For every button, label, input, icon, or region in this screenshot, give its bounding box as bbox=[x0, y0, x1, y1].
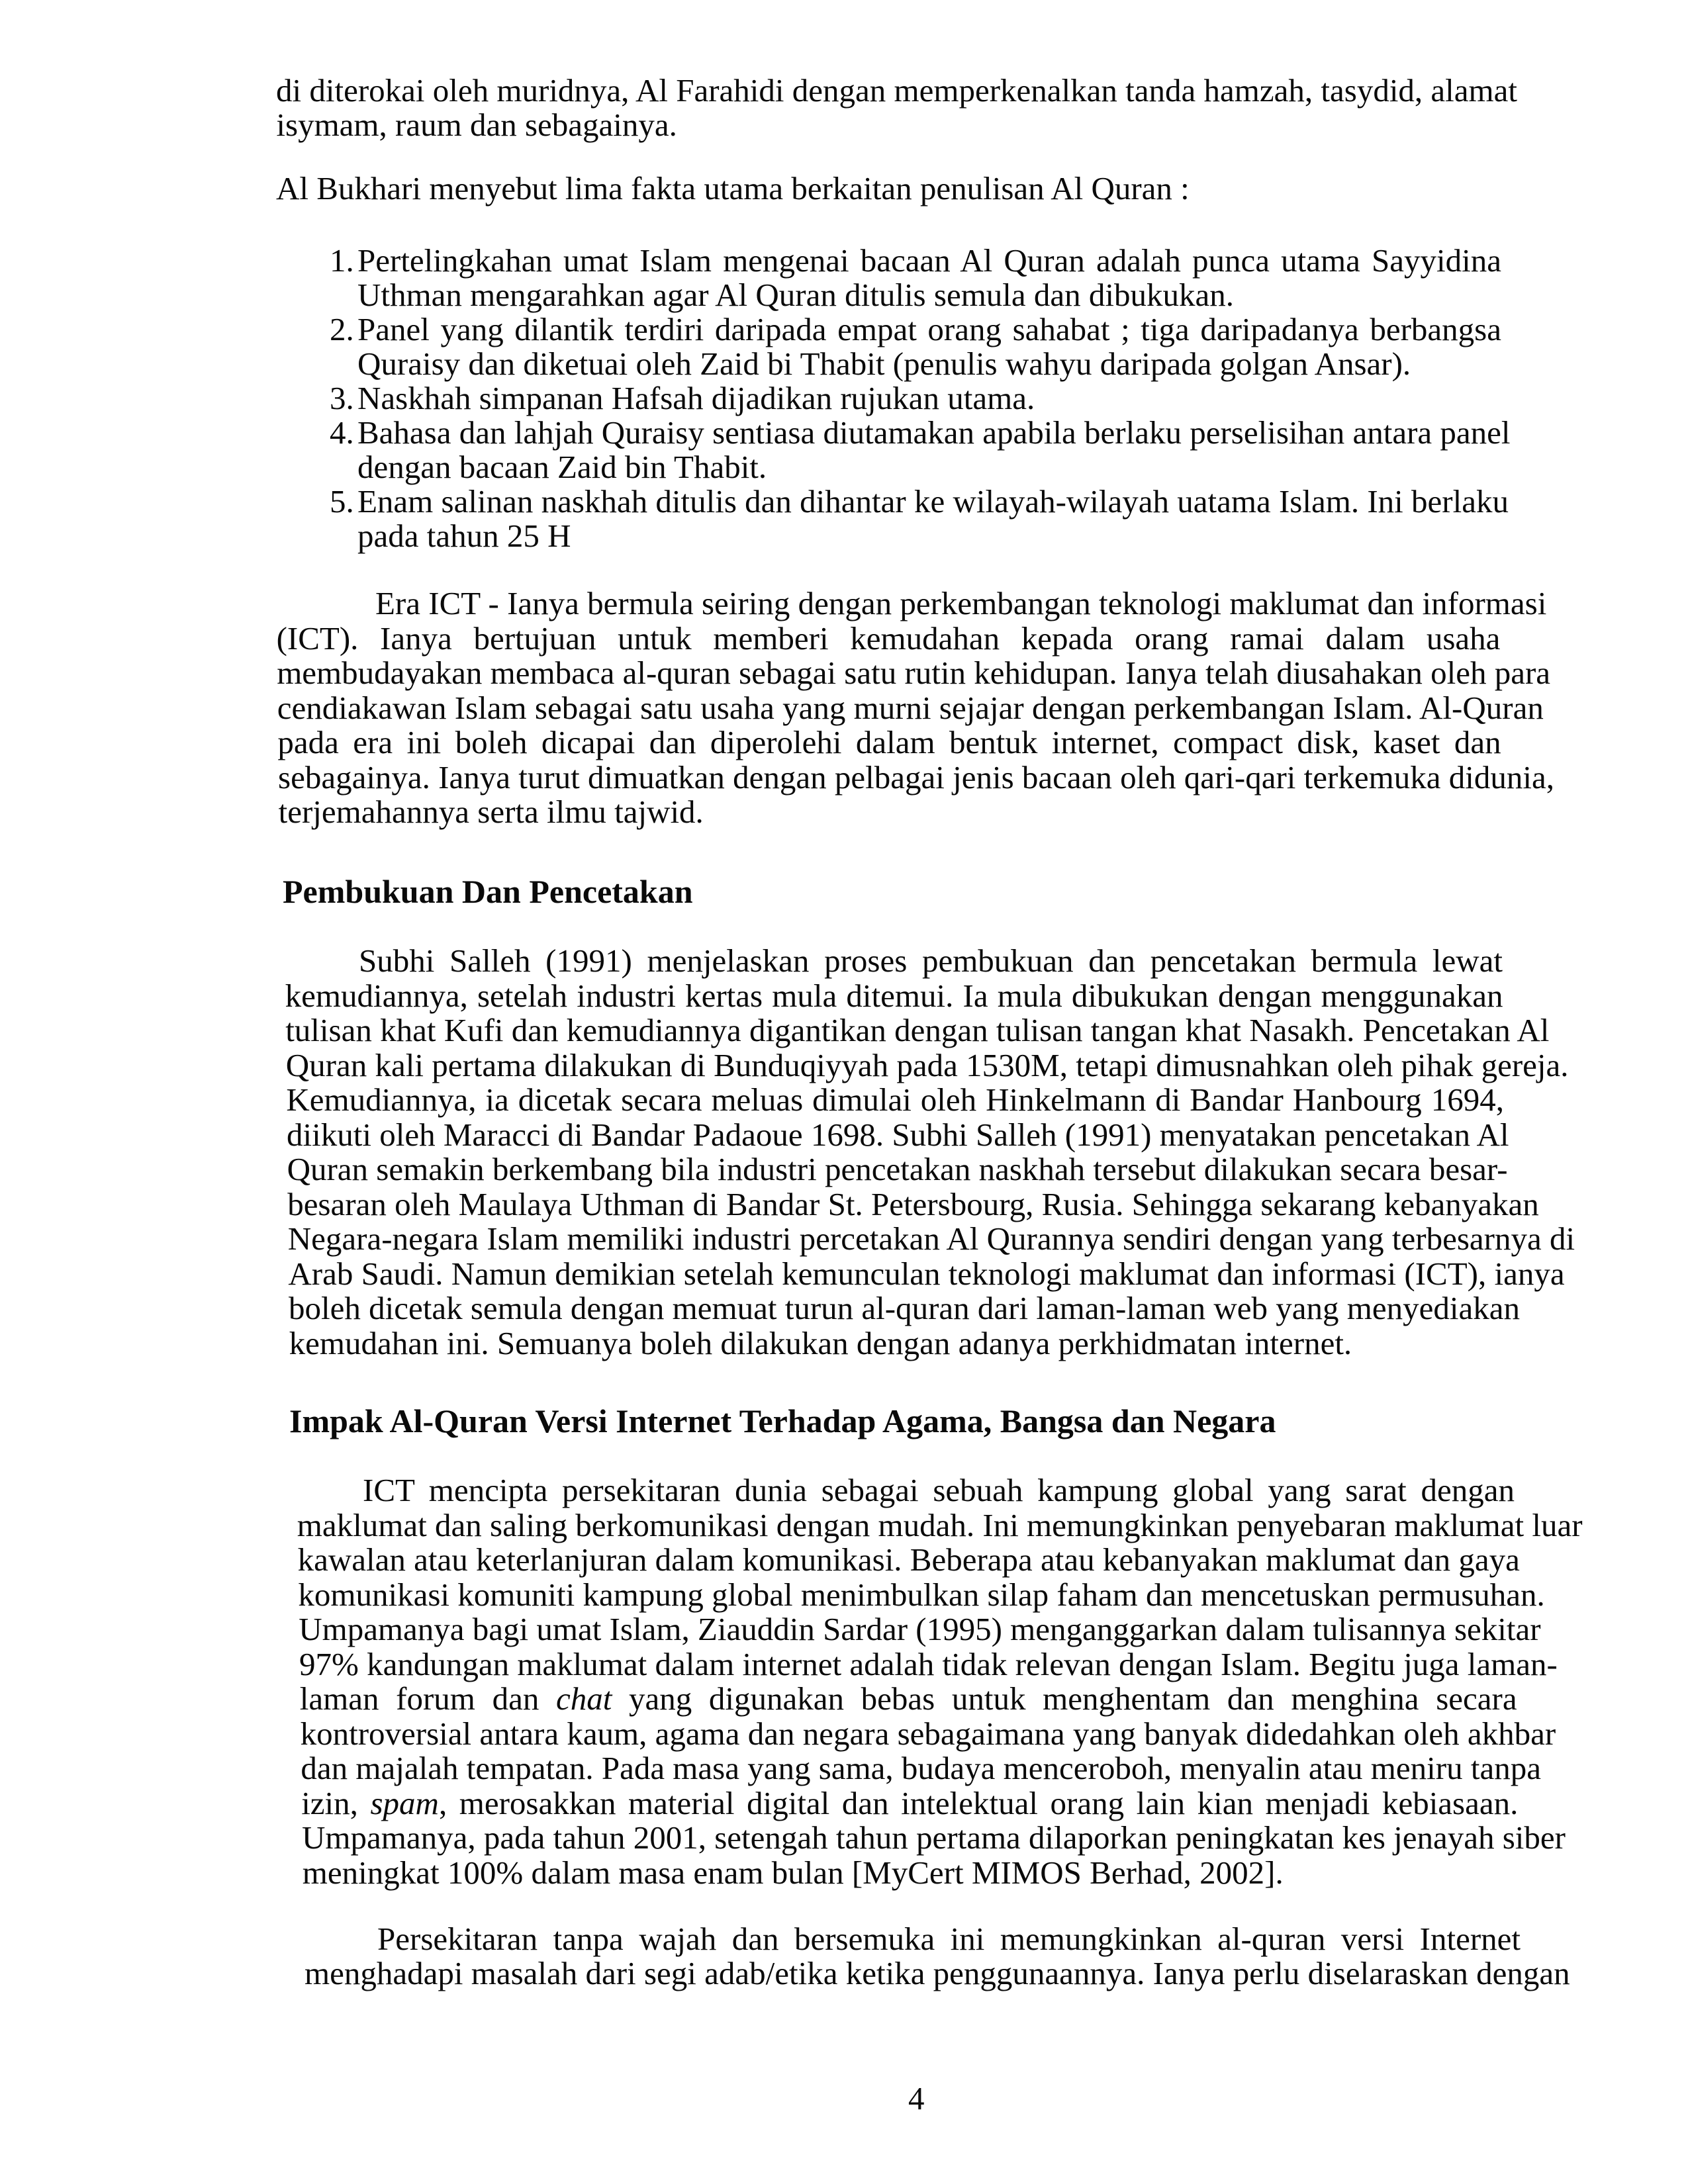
list-number: 1. bbox=[330, 242, 354, 279]
text-line: kemudahan ini. Semuanya boleh dilakukan dengan adanya perkhidmatan internet. bbox=[289, 1324, 1352, 1361]
text-line: isymam, raum dan sebagainya. bbox=[276, 107, 677, 143]
text-line: dan majalah tempatan. Pada masa yang sama, budaya menceroboh, menyalin atau meniru tanpa bbox=[301, 1750, 1541, 1786]
text-line: tulisan khat Kufi dan kemudiannya digantikan dengan tulisan tangan khat Nasakh. Pencetakan Al bbox=[285, 1012, 1550, 1048]
text-line: Panel yang dilantik terdiri daripada empat orang sahabat ; tiga daripadanya berbangsa bbox=[357, 311, 1501, 347]
text-line: Uthman mengarahkan agar Al Quran ditulis semula dan dibukukan. bbox=[357, 277, 1235, 313]
text-line: Bahasa dan lahjah Quraisy sentiasa diutamakan apabila berlaku perselisihan antara panel bbox=[357, 414, 1511, 451]
text-line: Enam salinan naskhah ditulis dan dihantar ke wilayah-wilayah uatama Islam. Ini berlaku bbox=[357, 483, 1509, 520]
text-line: komunikasi komuniti kampung global menimbulkan silap faham dan mencetuskan permusuhan. bbox=[298, 1576, 1545, 1613]
text-line bbox=[301, 1784, 1519, 1821]
text-line: membudayakan membaca al-quran sebagai satu rutin kehidupan. Ianya telah diusahakan oleh para bbox=[277, 655, 1551, 691]
italic-term: spam bbox=[370, 1784, 439, 1821]
text-line: pada tahun 25 H bbox=[357, 518, 571, 554]
text-line: Umpamanya bagi umat Islam, Ziauddin Sardar (1995) menganggarkan dalam tulisannya sekitar bbox=[299, 1611, 1541, 1647]
text-line: kontroversial antara kaum, agama dan negara sebagaimana yang banyak didedahkan oleh akhbar bbox=[300, 1715, 1556, 1752]
text-line: ICT mencipta persekitaran dunia sebagai sebuah kampung global yang sarat dengan bbox=[363, 1472, 1515, 1508]
list-number: 4. bbox=[330, 414, 354, 451]
text-line: cendiakawan Islam sebagai satu usaha yang murni sejajar dengan perkembangan Islam. Al-Quran bbox=[277, 689, 1544, 726]
text-line: 97% kandungan maklumat dalam internet adalah tidak relevan dengan Islam. Begitu juga laman- bbox=[299, 1645, 1558, 1682]
text-span: , merosakkan material digital dan intelektual orang lain kian menjadi kebiasaan. bbox=[438, 1784, 1519, 1821]
text-line: Persekitaran tanpa wajah dan bersemuka ini memungkinkan al-quran versi Internet bbox=[377, 1921, 1521, 1957]
text-line: Quran semakin berkembang bila industri pencetakan naskhah tersebut dilakukan secara besar- bbox=[287, 1151, 1508, 1187]
text-line: kawalan atau keterlanjuran dalam komunikasi. Beberapa atau kebanyakan maklumat dan gaya bbox=[297, 1541, 1520, 1578]
text-line: Era ICT - Ianya bermula seiring dengan perkembangan teknologi maklumat dan informasi bbox=[375, 585, 1547, 621]
italic-term: chat bbox=[555, 1680, 612, 1717]
text-line: Naskhah simpanan Hafsah dijadikan rujukan utama. bbox=[357, 380, 1035, 416]
text-line bbox=[300, 1682, 1517, 1715]
text-line: sebagainya. Ianya turut dimuatkan dengan pelbagai jenis bacaan oleh qari-qari terkemuka didunia, bbox=[278, 758, 1554, 796]
text-line: Quraisy dan diketuai oleh Zaid bi Thabit (penulis wahyu daripada golgan Ansar). bbox=[357, 345, 1411, 382]
text-line: meningkat 100% dalam masa enam bulan [MyCert MIMOS Berhad, 2002]. bbox=[302, 1854, 1284, 1891]
text-line: Arab Saudi. Namun demikian setelah kemunculan teknologi maklumat dan informasi (ICT), ianya bbox=[288, 1255, 1565, 1292]
list-number: 2. bbox=[330, 311, 354, 347]
section-heading-pembukuan: Pembukuan Dan Pencetakan bbox=[283, 873, 693, 910]
text-line: diikuti oleh Maracci di Bandar Padaoue 1698. Subhi Salleh (1991) menyatakan pencetakan Al bbox=[287, 1116, 1509, 1153]
text-line: Quran kali pertama dilakukan di Bunduqiyyah pada 1530M, tetapi dimusnahkan oleh pihak gereja. bbox=[285, 1046, 1569, 1083]
text-line: Kemudiannya, ia dicetak secara meluas dimulai oleh Hinkelmann di Bandar Hanbourg 1694, bbox=[286, 1081, 1504, 1118]
text-line: Subhi Salleh (1991) menjelaskan proses pembukuan dan pencetakan bermula lewat bbox=[359, 942, 1503, 979]
text-line: boleh dicetak semula dengan memuat turun al-quran dari laman-laman web yang menyediakan bbox=[289, 1290, 1520, 1326]
text-line: kemudiannya, setelah industri kertas mula ditemui. Ia mula dibukukan dengan menggunakan bbox=[285, 977, 1503, 1014]
page-number: 4 bbox=[908, 2080, 925, 2116]
text-line: maklumat dan saling berkomunikasi dengan mudah. Ini memungkinkan penyebaran maklumat luar bbox=[297, 1506, 1583, 1543]
text-line: di diterokai oleh muridnya, Al Farahidi dengan memperkenalkan tanda hamzah, tasydid, alamat bbox=[276, 72, 1518, 109]
text-span: laman forum dan bbox=[299, 1680, 556, 1717]
text-span: yang digunakan bebas untuk menghentam dan menghina secara bbox=[612, 1680, 1517, 1717]
text-line: Negara-negara Islam memiliki industri percetakan Al Qurannya sendiri dengan yang terbesarnya di bbox=[287, 1220, 1575, 1257]
text-span: izin, bbox=[301, 1784, 371, 1821]
text-line: besaran oleh Maulaya Uthman di Bandar St. Petersbourg, Rusia. Sehingga sekarang kebanyakan bbox=[287, 1185, 1539, 1222]
list-number: 3. bbox=[330, 380, 354, 416]
list-number: 5. bbox=[330, 483, 354, 520]
text-line: Pertelingkahan umat Islam mengenai bacaan Al Quran adalah punca utama Sayyidina bbox=[357, 242, 1501, 279]
text-line: pada era ini boleh dicapai dan diperolehi dalam bentuk internet, compact disk, kaset dan bbox=[277, 724, 1501, 760]
lead-sentence: Al Bukhari menyebut lima fakta utama berkaitan penulisan Al Quran : bbox=[276, 170, 1190, 206]
section-heading-impak: Impak Al-Quran Versi Internet Terhadap Agama, Bangsa dan Negara bbox=[289, 1402, 1276, 1439]
text-line: menghadapi masalah dari segi adab/etika ketika penggunaannya. Ianya perlu diselaraskan dengan bbox=[305, 1955, 1570, 1991]
text-line: dengan bacaan Zaid bin Thabit. bbox=[357, 449, 767, 485]
text-line: terjemahannya serta ilmu tajwid. bbox=[278, 794, 704, 830]
text-line: Umpamanya, pada tahun 2001, setengah tahun pertama dilaporkan peningkatan kes jenayah siber bbox=[302, 1819, 1566, 1856]
text-line: (ICT). Ianya bertujuan untuk memberi kemudahan kepada orang ramai dalam usaha bbox=[276, 619, 1501, 657]
